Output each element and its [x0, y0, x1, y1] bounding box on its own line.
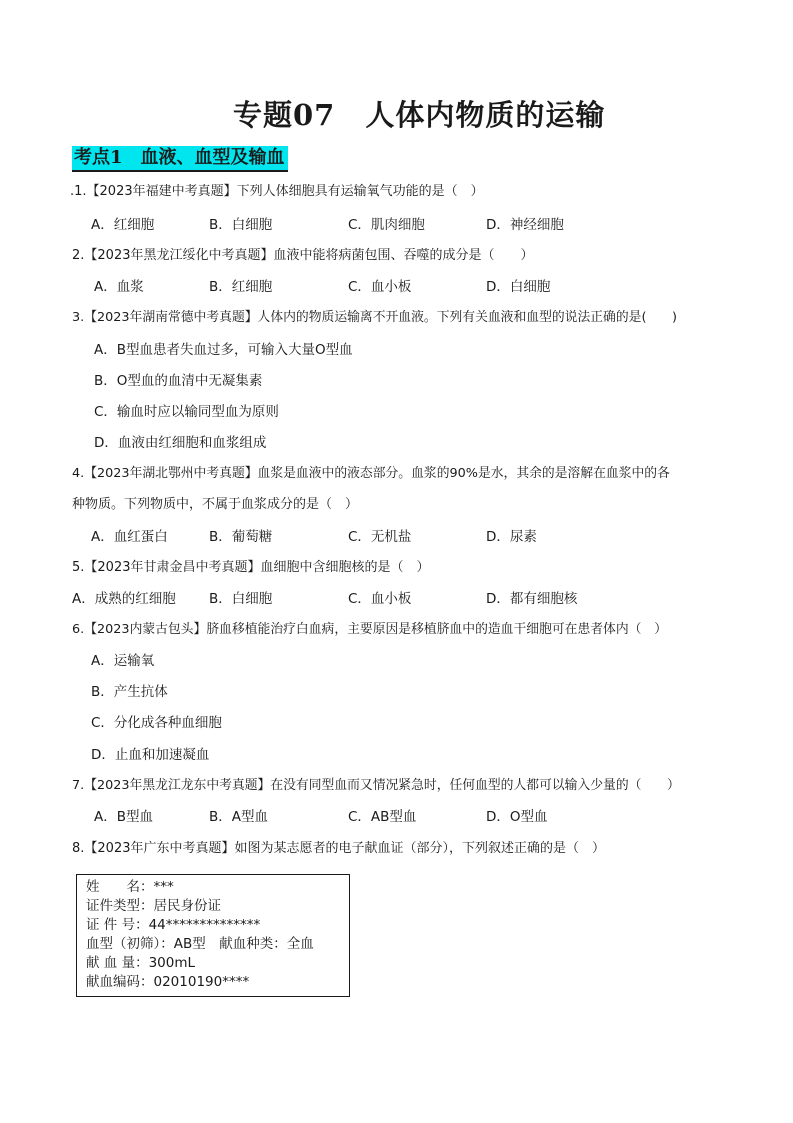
question-4-stem-line-1: 4.【2023年湖北鄂州中考真题】血浆是血液中的液态部分。血浆的90%是水，其余的是溶解在血浆中的各	[72, 466, 670, 481]
certificate-id-type-line: 证件类型：居民身份证	[86, 898, 221, 914]
blood-donation-certificate	[76, 874, 350, 997]
question-5-option-a: A．成熟的红细胞	[72, 591, 176, 607]
question-1-stem: .1.【2023年福建中考真题】下列人体细胞具有运输氧气功能的是（ ）	[70, 184, 484, 199]
certificate-name-line: 姓 名：***	[86, 879, 174, 895]
question-3-option-c: C．输血时应以输同型血为原则	[94, 404, 279, 420]
question-2-option-d: D．白细胞	[486, 279, 551, 295]
question-4-stem-line-2: 种物质。下列物质中，不属于血浆成分的是（ ）	[72, 497, 359, 512]
question-1-option-b: B．白细胞	[209, 217, 273, 233]
question-4-option-a: A．血红蛋白	[91, 529, 168, 545]
question-7-option-b: B．A型血	[209, 809, 268, 825]
question-2-stem: 2.【2023年黑龙江绥化中考真题】血液中能将病菌包围、吞噬的成分是（ ）	[72, 248, 534, 263]
page-title: 专题07 人体内物质的运输	[233, 98, 606, 132]
question-4-option-c: C．无机盐	[348, 529, 412, 545]
question-2-option-b: B．红细胞	[209, 279, 273, 295]
certificate-volume-line: 献 血 量：300mL	[86, 955, 196, 971]
question-3-stem: 3.【2023年湖南常德中考真题】人体内的物质运输离不开血液。下列有关血液和血型的说法正确的是( )	[72, 310, 678, 325]
question-4-option-b: B．葡萄糖	[209, 529, 273, 545]
question-3-option-a: A．B型血患者失血过多，可输入大量O型血	[94, 342, 353, 358]
question-8-stem: 8.【2023年广东中考真题】如图为某志愿者的电子献血证（部分），下列叙述正确的是（ ）	[72, 841, 605, 856]
question-3-option-b: B．O型血的血清中无凝集素	[94, 373, 263, 389]
question-7-option-d: D．O型血	[486, 809, 548, 825]
question-6-option-a: A．运输氧	[91, 653, 155, 669]
question-6-stem: 6.【2023内蒙古包头】脐血移植能治疗白血病，主要原因是移植脐血中的造血干细胞可在患者体内（ ）	[72, 622, 668, 637]
question-5-option-b: B．白细胞	[209, 591, 273, 607]
question-6-option-c: C．分化成各种血细胞	[91, 715, 222, 731]
question-2-option-a: A．血浆	[94, 279, 144, 295]
question-2-option-c: C．血小板	[348, 279, 412, 295]
certificate-blood-type-line: 血型（初筛）：AB型 献血种类：全血	[86, 936, 314, 952]
question-7-stem: 7.【2023年黑龙江龙东中考真题】在没有同型血而又情况紧急时，任何血型的人都可以输入少量的（ ）	[72, 778, 680, 793]
question-1-option-a: A．红细胞	[91, 217, 155, 233]
question-5-option-d: D．都有细胞核	[486, 591, 578, 607]
question-4-option-d: D．尿素	[486, 529, 537, 545]
question-7-option-c: C．AB型血	[348, 809, 417, 825]
section-heading: 考点1 血液、血型及输血	[72, 146, 288, 172]
certificate-id-number-line: 证 件 号：44**************	[86, 917, 261, 933]
question-6-option-b: B．产生抗体	[91, 684, 168, 700]
question-3-option-d: D．血液由红细胞和血浆组成	[94, 435, 267, 451]
question-5-option-c: C．血小板	[348, 591, 412, 607]
question-1-option-d: D．神经细胞	[486, 217, 564, 233]
question-1-option-c: C．肌肉细胞	[348, 217, 425, 233]
question-6-option-d: D．止血和加速凝血	[91, 747, 210, 763]
question-5-stem: 5.【2023年甘肃金昌中考真题】血细胞中含细胞核的是（ ）	[72, 560, 430, 575]
certificate-code-line: 献血编码：02010190****	[86, 974, 250, 990]
question-7-option-a: A．B型血	[94, 809, 153, 825]
